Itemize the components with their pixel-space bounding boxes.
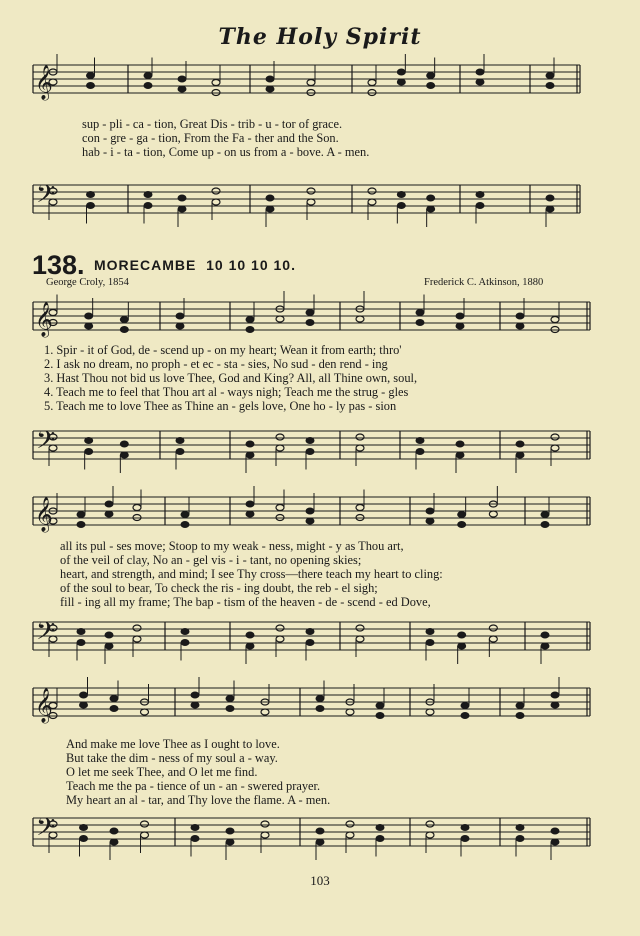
note-head bbox=[178, 86, 186, 92]
note-head bbox=[546, 73, 554, 79]
note-head bbox=[212, 90, 220, 96]
note-head bbox=[546, 195, 554, 201]
note-head bbox=[306, 629, 314, 635]
note-head bbox=[458, 643, 466, 649]
note-head bbox=[87, 83, 95, 89]
note-head bbox=[456, 323, 464, 329]
note-head bbox=[105, 511, 113, 517]
note-head bbox=[397, 69, 405, 75]
note-head bbox=[356, 625, 364, 631]
note-head bbox=[266, 86, 274, 92]
treble-clef: 𝄞 bbox=[35, 688, 53, 723]
note-head bbox=[87, 203, 95, 209]
note-head bbox=[144, 83, 152, 89]
note-head bbox=[397, 192, 405, 198]
note-head bbox=[516, 452, 524, 458]
note-head bbox=[212, 80, 220, 86]
note-head bbox=[416, 449, 424, 455]
note-head bbox=[306, 449, 314, 455]
note-head bbox=[458, 512, 466, 518]
note-head bbox=[541, 632, 549, 638]
note-head bbox=[456, 441, 464, 447]
note-head bbox=[458, 632, 466, 638]
note-head bbox=[307, 199, 315, 205]
tune-title: MORECAMBE bbox=[94, 257, 197, 273]
note-head bbox=[516, 703, 524, 709]
note-head bbox=[141, 699, 149, 705]
note-head bbox=[476, 192, 484, 198]
note-head bbox=[85, 438, 93, 444]
note-head bbox=[212, 188, 220, 194]
note-head bbox=[356, 515, 364, 521]
note-head bbox=[397, 203, 405, 209]
note-head bbox=[461, 703, 469, 709]
s1-verse-4: 4. Teach me to feel that Thou art al - ways nigh; Teach me the strug - gles bbox=[44, 385, 409, 399]
note-head bbox=[105, 643, 113, 649]
note-head bbox=[426, 709, 434, 715]
note-head bbox=[49, 320, 57, 326]
note-head bbox=[85, 323, 93, 329]
note-head bbox=[376, 713, 384, 719]
note-head bbox=[191, 836, 199, 842]
prev-lyric-line-3: hab - i - ta - tion, Come up - on us from a - bove. A - men. bbox=[82, 145, 370, 159]
note-head bbox=[80, 825, 88, 831]
note-head bbox=[49, 703, 57, 709]
treble-clef: 𝄞 bbox=[35, 65, 53, 100]
note-head bbox=[426, 508, 434, 514]
note-head bbox=[306, 508, 314, 514]
note-head bbox=[276, 445, 284, 451]
note-head bbox=[49, 434, 57, 440]
s3-verse-3: O let me seek Thee, and O let me find. bbox=[66, 765, 258, 779]
note-head bbox=[276, 434, 284, 440]
note-head bbox=[85, 449, 93, 455]
note-head bbox=[546, 206, 554, 212]
note-head bbox=[176, 313, 184, 319]
note-head bbox=[516, 836, 524, 842]
note-head bbox=[49, 821, 57, 827]
note-head bbox=[246, 441, 254, 447]
note-head bbox=[49, 508, 57, 514]
note-head bbox=[261, 832, 269, 838]
s3-verse-4: Teach me the pa - tience of un - an - swered prayer. bbox=[66, 779, 321, 793]
note-head bbox=[426, 699, 434, 705]
note-head bbox=[49, 713, 57, 719]
note-head bbox=[516, 713, 524, 719]
s3-verse-1: And make me love Thee as I ought to love. bbox=[66, 737, 280, 751]
note-head bbox=[376, 703, 384, 709]
note-head bbox=[516, 441, 524, 447]
note-head bbox=[133, 636, 141, 642]
note-head bbox=[306, 640, 314, 646]
prev-lyric-line-1: sup - pli - ca - tion, Great Dis - trib - u - tor of grace. bbox=[82, 117, 343, 131]
note-head bbox=[226, 839, 234, 845]
s3-verse-2: But take the dim - ness of my soul a - way. bbox=[66, 751, 278, 765]
page-number: 103 bbox=[310, 873, 330, 888]
note-head bbox=[426, 821, 434, 827]
note-head bbox=[246, 327, 254, 333]
note-head bbox=[141, 832, 149, 838]
note-head bbox=[461, 713, 469, 719]
note-head bbox=[176, 438, 184, 444]
s1-verse-3: 3. Hast Thou not bid us love Thee, God and King? All, all Thine own, soul, bbox=[44, 371, 418, 385]
s3-verse-5: My heart an al - tar, and Thy love the flame. A - men. bbox=[66, 793, 331, 807]
note-head bbox=[49, 310, 57, 316]
note-head bbox=[551, 828, 559, 834]
note-head bbox=[80, 836, 88, 842]
note-head bbox=[416, 310, 424, 316]
note-head bbox=[461, 836, 469, 842]
prev-lyric-line-2: con - gre - ga - tion, From the Fa - ther and the Son. bbox=[82, 131, 339, 145]
s1-verse-5: 5. Teach me to love Thee as Thine an - gels love, One ho - ly pas - sion bbox=[44, 399, 397, 413]
note-head bbox=[368, 80, 376, 86]
s2-verse-5: fill - ing all my frame; The bap - tism of the heaven - de - scend - ed Dove, bbox=[60, 595, 431, 609]
note-head bbox=[426, 629, 434, 635]
note-head bbox=[176, 323, 184, 329]
note-head bbox=[516, 313, 524, 319]
note-head bbox=[85, 313, 93, 319]
s2-verse-3: heart, and strength, and mind; I see Thy cross—there teach my heart to cling: bbox=[60, 567, 443, 581]
note-head bbox=[346, 821, 354, 827]
note-head bbox=[141, 821, 149, 827]
note-head bbox=[306, 310, 314, 316]
note-head bbox=[77, 640, 85, 646]
note-head bbox=[489, 501, 497, 507]
note-head bbox=[276, 636, 284, 642]
note-head bbox=[307, 188, 315, 194]
note-head bbox=[368, 90, 376, 96]
note-head bbox=[427, 206, 435, 212]
meter: 10 10 10 10. bbox=[206, 257, 296, 273]
note-head bbox=[316, 706, 324, 712]
note-head bbox=[141, 709, 149, 715]
note-head bbox=[346, 709, 354, 715]
note-head bbox=[427, 73, 435, 79]
note-head bbox=[181, 522, 189, 528]
note-head bbox=[476, 203, 484, 209]
note-head bbox=[110, 696, 118, 702]
note-head bbox=[276, 515, 284, 521]
note-head bbox=[181, 640, 189, 646]
note-head bbox=[306, 320, 314, 326]
note-head bbox=[426, 640, 434, 646]
note-head bbox=[120, 441, 128, 447]
note-head bbox=[49, 69, 57, 75]
note-head bbox=[541, 512, 549, 518]
note-head bbox=[49, 636, 57, 642]
note-head bbox=[426, 832, 434, 838]
note-head bbox=[368, 199, 376, 205]
note-head bbox=[489, 511, 497, 517]
note-head bbox=[49, 625, 57, 631]
s2-verse-2: of the veil of clay, No an - gel vis - i - tant, no opening skies; bbox=[60, 553, 362, 567]
note-head bbox=[105, 501, 113, 507]
note-head bbox=[346, 832, 354, 838]
note-head bbox=[133, 505, 141, 511]
note-head bbox=[551, 445, 559, 451]
note-head bbox=[461, 825, 469, 831]
note-head bbox=[49, 79, 57, 85]
note-head bbox=[77, 629, 85, 635]
note-head bbox=[306, 438, 314, 444]
note-head bbox=[87, 73, 95, 79]
note-head bbox=[226, 828, 234, 834]
note-head bbox=[368, 188, 376, 194]
note-head bbox=[110, 828, 118, 834]
s2-verse-4: of the soul to bear, To check the ris - ing doubt, the reb - el sigh; bbox=[60, 581, 378, 595]
lyricist-credit: George Croly, 1854 bbox=[46, 277, 129, 288]
note-head bbox=[476, 69, 484, 75]
note-head bbox=[356, 636, 364, 642]
note-head bbox=[397, 79, 405, 85]
note-head bbox=[276, 316, 284, 322]
note-head bbox=[356, 316, 364, 322]
note-head bbox=[261, 709, 269, 715]
note-head bbox=[416, 320, 424, 326]
note-head bbox=[178, 206, 186, 212]
note-head bbox=[261, 699, 269, 705]
note-head bbox=[120, 452, 128, 458]
note-head bbox=[551, 434, 559, 440]
note-head bbox=[266, 195, 274, 201]
note-head bbox=[356, 434, 364, 440]
note-head bbox=[261, 821, 269, 827]
note-head bbox=[226, 696, 234, 702]
note-head bbox=[551, 327, 559, 333]
note-head bbox=[178, 76, 186, 82]
bass-clef: 𝄢 bbox=[36, 617, 56, 652]
section-title: The Holy Spirit bbox=[218, 24, 422, 50]
note-head bbox=[316, 828, 324, 834]
s2-verse-1: all its pul - ses move; Stoop to my weak - ness, might - y as Thou art, bbox=[60, 539, 404, 553]
note-head bbox=[426, 518, 434, 524]
note-head bbox=[356, 445, 364, 451]
note-head bbox=[110, 839, 118, 845]
note-head bbox=[306, 518, 314, 524]
note-head bbox=[356, 505, 364, 511]
note-head bbox=[489, 625, 497, 631]
note-head bbox=[133, 515, 141, 521]
note-head bbox=[49, 832, 57, 838]
note-head bbox=[551, 702, 559, 708]
note-head bbox=[212, 199, 220, 205]
note-head bbox=[489, 636, 497, 642]
note-head bbox=[246, 501, 254, 507]
note-head bbox=[133, 625, 141, 631]
note-head bbox=[144, 203, 152, 209]
note-head bbox=[246, 317, 254, 323]
note-head bbox=[266, 206, 274, 212]
note-head bbox=[346, 699, 354, 705]
note-head bbox=[427, 195, 435, 201]
note-head bbox=[144, 73, 152, 79]
note-head bbox=[376, 825, 384, 831]
note-head bbox=[307, 90, 315, 96]
treble-clef: 𝄞 bbox=[35, 302, 53, 337]
treble-clef: 𝄞 bbox=[35, 497, 53, 532]
note-head bbox=[49, 518, 57, 524]
note-head bbox=[226, 706, 234, 712]
note-head bbox=[80, 702, 88, 708]
note-head bbox=[376, 836, 384, 842]
note-head bbox=[77, 522, 85, 528]
note-head bbox=[246, 511, 254, 517]
note-head bbox=[191, 702, 199, 708]
note-head bbox=[49, 188, 57, 194]
note-head bbox=[551, 692, 559, 698]
note-head bbox=[246, 632, 254, 638]
note-head bbox=[87, 192, 95, 198]
note-head bbox=[356, 306, 364, 312]
note-head bbox=[77, 512, 85, 518]
note-head bbox=[276, 505, 284, 511]
tune-name bbox=[94, 257, 296, 273]
bass-clef: 𝄢 bbox=[36, 180, 56, 215]
note-head bbox=[191, 825, 199, 831]
note-head bbox=[476, 79, 484, 85]
note-head bbox=[105, 632, 113, 638]
note-head bbox=[416, 438, 424, 444]
note-head bbox=[541, 522, 549, 528]
note-head bbox=[427, 83, 435, 89]
note-head bbox=[551, 839, 559, 845]
note-head bbox=[266, 76, 274, 82]
note-head bbox=[120, 327, 128, 333]
note-head bbox=[178, 195, 186, 201]
note-head bbox=[456, 313, 464, 319]
note-head bbox=[176, 449, 184, 455]
note-head bbox=[546, 83, 554, 89]
note-head bbox=[246, 452, 254, 458]
note-head bbox=[276, 625, 284, 631]
note-head bbox=[316, 696, 324, 702]
note-head bbox=[191, 692, 199, 698]
note-head bbox=[458, 522, 466, 528]
note-head bbox=[144, 192, 152, 198]
bass-clef: 𝄢 bbox=[36, 426, 56, 461]
s1-verse-1: 1. Spir - it of God, de - scend up - on my heart; Wean it from earth; thro' bbox=[44, 343, 402, 357]
note-head bbox=[181, 629, 189, 635]
note-head bbox=[110, 706, 118, 712]
note-head bbox=[516, 323, 524, 329]
s1-verse-2: 2. I ask no dream, no proph - et ec - sta - sies, No sud - den rend - ing bbox=[44, 357, 388, 371]
note-head bbox=[551, 317, 559, 323]
note-head bbox=[120, 317, 128, 323]
note-head bbox=[80, 692, 88, 698]
bass-clef: 𝄢 bbox=[36, 813, 56, 848]
note-head bbox=[181, 512, 189, 518]
note-head bbox=[307, 80, 315, 86]
composer-credit: Frederick C. Atkinson, 1880 bbox=[424, 277, 544, 288]
note-head bbox=[49, 445, 57, 451]
note-head bbox=[516, 825, 524, 831]
note-head bbox=[541, 643, 549, 649]
hymn-number: 138. bbox=[32, 250, 85, 280]
note-head bbox=[49, 199, 57, 205]
note-head bbox=[316, 839, 324, 845]
note-head bbox=[276, 306, 284, 312]
note-head bbox=[246, 643, 254, 649]
note-head bbox=[456, 452, 464, 458]
